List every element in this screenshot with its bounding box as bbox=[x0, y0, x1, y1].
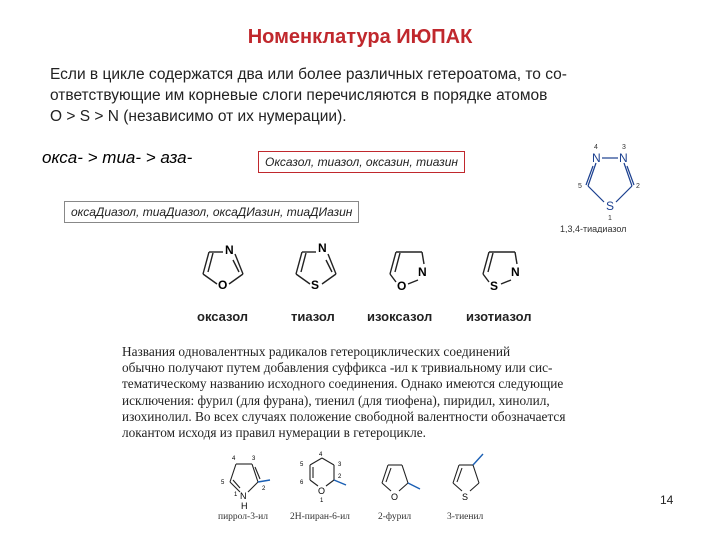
oxazole-structure bbox=[195, 238, 255, 296]
locant: 1 bbox=[234, 492, 238, 498]
isothiazole-structure bbox=[475, 238, 535, 296]
pyrrolyl-structure bbox=[218, 450, 278, 512]
compound-name-oxazole: оксазол bbox=[197, 309, 249, 324]
thienyl-structure bbox=[443, 450, 495, 506]
isoxazole-structure bbox=[382, 238, 442, 296]
intro-line: O > S > N (независимо от их нумерации). bbox=[50, 108, 347, 125]
free-valence-bond bbox=[334, 480, 346, 485]
atom-label: N bbox=[240, 491, 247, 501]
locant: 5 bbox=[300, 462, 304, 468]
thiazole-structure bbox=[288, 238, 348, 296]
locant: 4 bbox=[594, 144, 598, 151]
furyl-structure bbox=[372, 455, 424, 507]
example-box-2: оксаДиазол, тиаДиазол, оксаДИазин, тиаДИазин bbox=[64, 201, 359, 223]
atom-label: N bbox=[318, 241, 327, 255]
free-valence-bond bbox=[408, 483, 420, 489]
paragraph-line: локантом исходя из правил нумерации в гетероцикле. bbox=[122, 425, 426, 441]
page-number: 14 bbox=[660, 493, 674, 507]
atom-s: S bbox=[606, 199, 615, 213]
atom-label: O bbox=[218, 278, 228, 292]
example-box-1: Оксазол, тиазол, оксазин, тиазин bbox=[258, 151, 465, 173]
locant: 2 bbox=[338, 474, 342, 480]
atom-label: S bbox=[490, 279, 499, 293]
atom-label: O bbox=[318, 486, 326, 496]
locant: 2 bbox=[636, 183, 640, 190]
caption-pyrrolyl: пиррол-3-ил bbox=[218, 512, 268, 522]
atom-label: H bbox=[241, 501, 248, 511]
free-valence-bond bbox=[258, 480, 270, 482]
atom-label: O bbox=[397, 279, 407, 293]
caption-thienyl: 3-тиенил bbox=[447, 512, 484, 522]
radicals-paragraph bbox=[122, 344, 590, 441]
intro-line: ответствующие им корневые слоги перечисляются в порядке атомов bbox=[50, 87, 548, 104]
pyranyl-structure bbox=[298, 450, 354, 512]
locant: 6 bbox=[300, 480, 304, 486]
atom-n: N bbox=[592, 151, 601, 165]
page-title: Номенклатура ИЮПАК bbox=[247, 26, 473, 48]
compound-name-isothiazole: изотиазол bbox=[466, 309, 532, 324]
paragraph-line: обычно получают путем добавления суффикса -ил к тривиальному или сис- bbox=[122, 360, 553, 376]
locant: 4 bbox=[232, 456, 236, 462]
paragraph-line: исключения: фурил (для фурана), тиенил (для тиофена), пиридил, хинолил, bbox=[122, 392, 550, 408]
atom-label: O bbox=[391, 492, 399, 502]
locant: 1 bbox=[608, 215, 612, 222]
atom-label: N bbox=[511, 265, 520, 279]
atom-n: N bbox=[619, 151, 628, 165]
prefix-order: окса- > тиа- > аза- bbox=[42, 148, 193, 167]
locant: 3 bbox=[338, 462, 342, 468]
atom-label: S bbox=[462, 492, 469, 502]
compound-name-isoxazole: изоксазол bbox=[367, 309, 433, 324]
locant: 1 bbox=[320, 498, 324, 504]
locant: 2 bbox=[262, 486, 266, 492]
caption-pyranyl: 2H-пиран-6-ил bbox=[290, 512, 350, 522]
atom-label: N bbox=[225, 243, 234, 257]
intro-line: Если в цикле содержатся два или более различных гетероатома, то со- bbox=[50, 66, 567, 83]
locant: 3 bbox=[252, 456, 256, 462]
atom-label: N bbox=[418, 265, 427, 279]
caption-furyl: 2-фурил bbox=[378, 512, 412, 522]
paragraph-line: изохинолил. Во всех случаях положение свободной валентности обозначается bbox=[122, 408, 566, 424]
locant: 3 bbox=[622, 144, 626, 151]
locant: 5 bbox=[578, 183, 582, 190]
compound-name-thiazole: тиазол bbox=[291, 309, 335, 324]
locant: 4 bbox=[319, 452, 323, 458]
thiadiazole-structure bbox=[560, 138, 660, 233]
free-valence-bond bbox=[473, 454, 483, 465]
paragraph-line: тематическому названию исходного соединения. Однако имеются следующие bbox=[122, 376, 564, 392]
intro-text bbox=[50, 64, 690, 127]
thiadiazole-name: 1,3,4-тиадиазол bbox=[560, 224, 627, 233]
paragraph-line: Названия одновалентных радикалов гетероциклических соединений bbox=[122, 344, 511, 359]
locant: 5 bbox=[221, 480, 225, 486]
atom-label: S bbox=[311, 278, 320, 292]
